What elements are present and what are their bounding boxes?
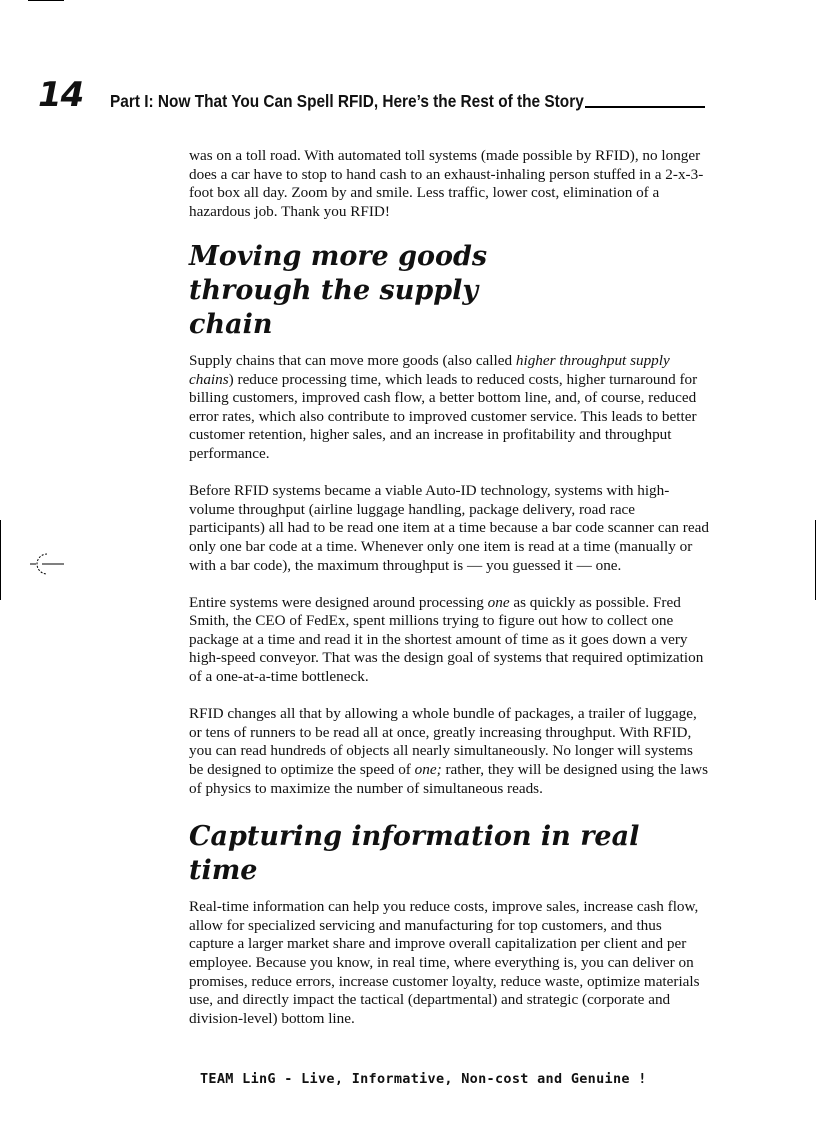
crop-target-icon: [30, 552, 64, 576]
page-number: 14: [38, 75, 84, 115]
paragraph: Real-time information can help you reduce costs, improve sales, increase cash flow, allow for specialized servicing and manufacturing for top customers, and thus capture a larger market share and improve overall capitalization per client and per employee. Because you know, in real time, where everything is, you can deliver on promises, reduce errors, increase customer loyalty, reduce waste, optimize materials use, and directly impact the tactical (departmental) and strategic (corporate and division-level) bottom line.: [189, 898, 700, 1027]
footer-watermark: TEAM LinG - Live, Informative, Non-cost and Genuine !: [200, 1071, 647, 1087]
running-head: Part I: Now That You Can Spell RFID, Here’s the Rest of the Story: [110, 91, 584, 111]
paragraph: Entire systems were designed around processing one as quickly as possible. Fred Smith, the CEO of FedEx, spent millions trying to figure out how to collect one package at a time and read it in the shortest amount of time as it goes down a very high-speed conveyor. That was the design goal of systems that required optimization of a one-at-a-time bottleneck.: [189, 593, 704, 686]
paragraph: Supply chains that can move more goods (also called higher throughput supply chains) reduce processing time, which leads to reduced costs, higher turnaround for billing customers, improved cash flow, a better bottom line, and, of course, reduced error rates, which also contribute to improved customer service. This leads to better customer retention, higher sales, and an increase in profitability and throughput performance.: [189, 351, 698, 462]
section-heading-supply-chain: Moving more goods through the supply chain: [189, 240, 488, 340]
paragraph: Before RFID systems became a viable Auto-ID technology, systems with high-volume throughput (airline luggage handling, package delivery, road race participants) all had to be read one item at a time because a bar code scanner can read only one bar code at a time. Whenever only one item is read at a time (manually or with a bar code), the maximum throughput is — you guessed it — one.: [189, 482, 709, 574]
body-text: [189, 147, 709, 1047]
intro-paragraph: was on a toll road. With automated toll systems (made possible by RFID), no longer does a car have to stop to hand cash to an exhaust-inhaling person stuffed in a 2-x-3-foot box all day. Zoom by and smile. Less traffic, lower cost, elimination of a hazardous job. Thank you RFID!: [189, 147, 704, 220]
section-heading-real-time: Capturing information in real time: [189, 821, 640, 887]
margin-line-left: [0, 520, 1, 600]
header-rule: [585, 106, 705, 108]
crop-mark-top: [28, 0, 64, 1]
paragraph: RFID changes all that by allowing a whole bundle of packages, a trailer of luggage, or tens of runners to be read all at once, greatly increasing throughput. With RFID, you can read hundreds of objects all nearly simultaneously. No longer will systems be designed to optimize the speed of one; rather, they will be designed using the laws of physics to maximize the number of simultaneous reads.: [189, 705, 709, 797]
